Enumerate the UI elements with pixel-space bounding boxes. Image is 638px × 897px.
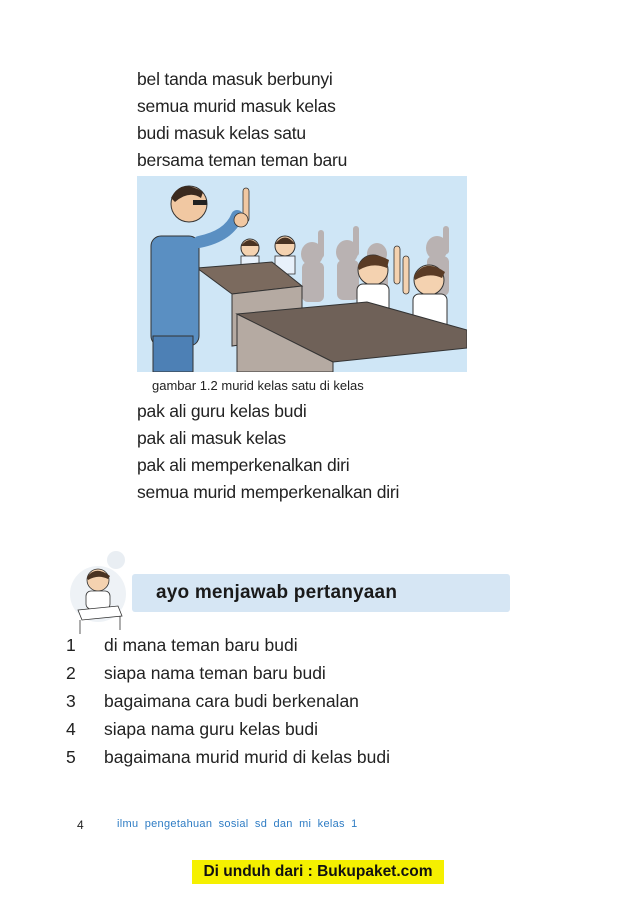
poem-line: bel tanda masuk berbunyi [137, 69, 333, 89]
question-number: 2 [66, 663, 76, 683]
question-text: siapa nama teman baru budi [104, 663, 326, 683]
page-number: 4 [77, 818, 84, 832]
exercise-banner [68, 550, 446, 642]
poem-line: semua murid masuk kelas [137, 96, 336, 116]
classroom-illustration [137, 176, 467, 372]
question-number: 1 [66, 635, 76, 655]
list-item [66, 659, 390, 687]
figure-caption: gambar 1.2 murid kelas satu di kelas [152, 378, 364, 393]
question-number: 4 [66, 719, 76, 739]
question-text: bagaimana murid murid di kelas budi [104, 747, 390, 767]
exercise-title: ayo menjawab pertanyaan [156, 582, 398, 603]
list-item [66, 715, 390, 743]
list-item [66, 743, 390, 771]
question-number: 5 [66, 747, 76, 767]
poem-line: bersama teman teman baru [137, 150, 348, 170]
question-number: 3 [66, 691, 76, 711]
student-writing-icon [68, 550, 130, 640]
book-title-footer: ilmu pengetahuan sosial sd dan mi kelas 1 [117, 818, 358, 830]
poem-line: pak ali guru kelas budi [137, 401, 307, 421]
list-item [66, 631, 390, 659]
source-banner [192, 860, 444, 884]
question-text: di mana teman baru budi [104, 635, 298, 655]
poem-line: budi masuk kelas satu [137, 123, 306, 143]
poem-line: pak ali masuk kelas [137, 428, 286, 448]
question-list [66, 631, 390, 771]
list-item [66, 687, 390, 715]
poem-line: pak ali memperkenalkan diri [137, 455, 350, 475]
question-text: siapa nama guru kelas budi [104, 719, 319, 739]
source-text: Di unduh dari : Bukupaket.com [203, 863, 433, 880]
poem-stanza-2 [137, 398, 399, 506]
question-text: bagaimana cara budi berkenalan [104, 691, 359, 711]
classroom-drawing [137, 176, 467, 372]
poem-stanza-1 [137, 66, 347, 174]
poem-line: semua murid memperkenalkan diri [137, 482, 400, 502]
